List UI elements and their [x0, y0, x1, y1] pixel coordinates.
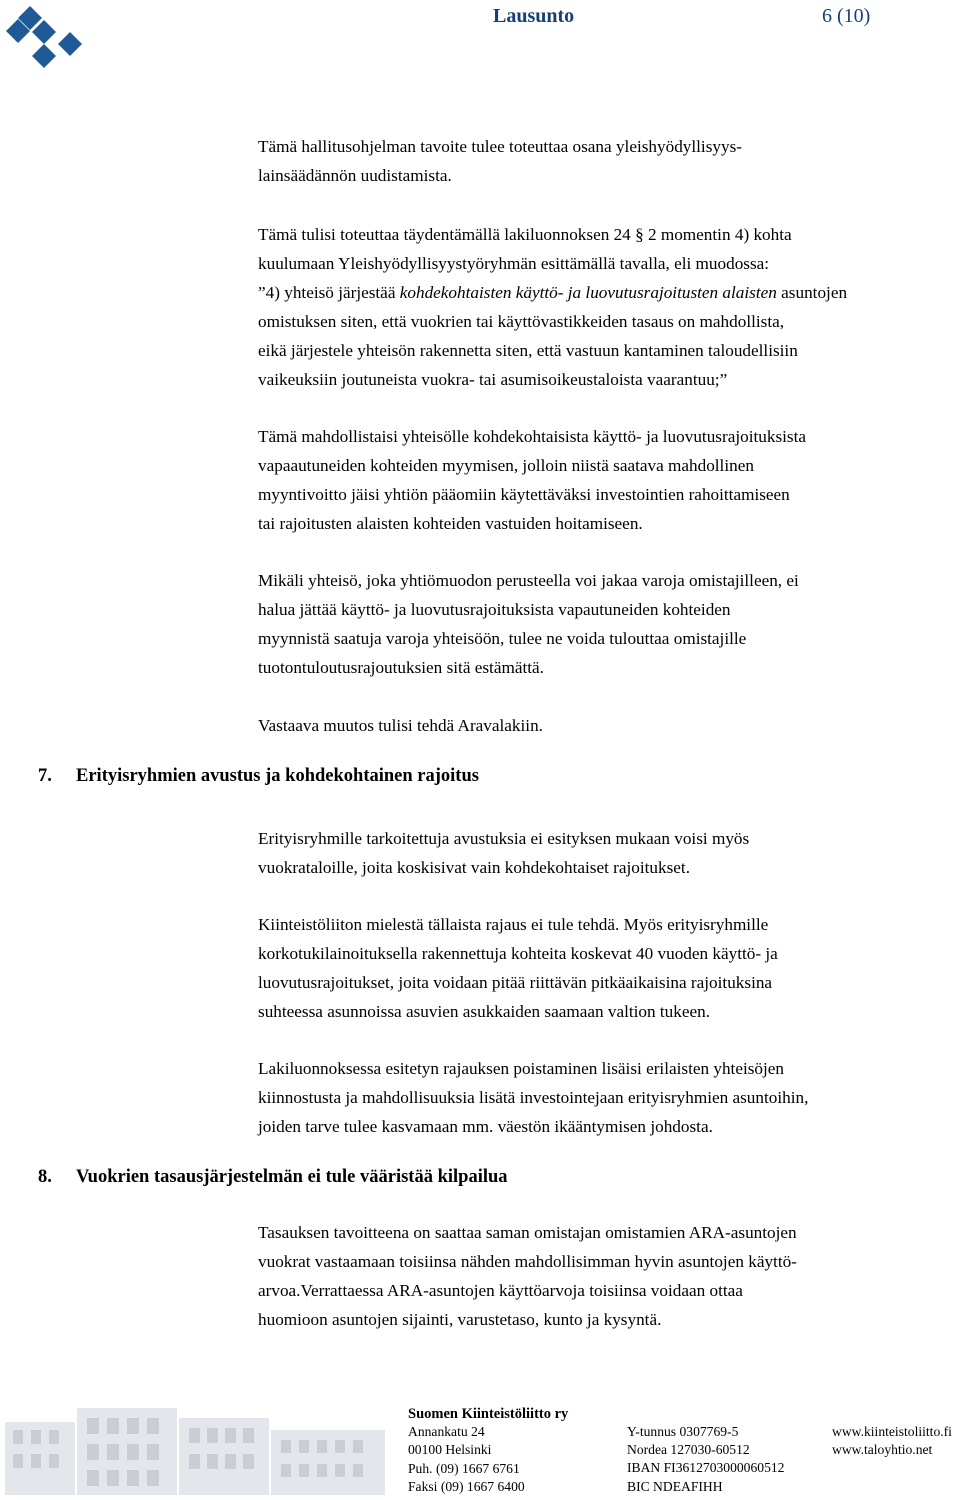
footer-address: Suomen Kiinteistöliitto ry Annankatu 24 00100 Helsinki Puh. (09) 1667 6761 Faksi (09) 1667 6400 [408, 1406, 569, 1494]
page-number: 6 (10) [822, 5, 871, 27]
footer-org-name: Suomen Kiinteistöliitto ry [408, 1406, 569, 1422]
paragraph-5: Vastaava muutos tulisi tehdä Aravalakiin. [258, 716, 543, 735]
paragraph-4: Mikäli yhteisö, joka yhtiömuodon perusteella voi jakaa varoja omistajilleen, ei halua jättää käyttö- ja luovutusrajoituksista vapautuneiden kohteiden myynnistä saatuja varoja yhteisöön, tulee ne voida tulouttaa omistajille tuotontuloutusrajoutuksien sitä estämättä. [258, 571, 799, 677]
section-heading-7: 7. Erityisryhmien avustus ja kohdekohtainen rajoitus [38, 766, 479, 786]
section-heading-8: 8. Vuokrien tasausjärjestelmän ei tule vääristää kilpailua [38, 1167, 508, 1187]
website-link[interactable]: www.kiinteistoliitto.fi [832, 1424, 952, 1439]
footer-bank-info: Y-tunnus 0307769-5 Nordea 127030-60512 IBAN FI3612703000060512 BIC NDEAFIHH [627, 1424, 785, 1494]
paragraph-6: Erityisryhmille tarkoitettuja avustuksia ei esityksen mukaan voisi myös vuokrataloille, joita koskisivat vain kohdekohtaiset rajoitukset. [258, 829, 750, 877]
document-type: Lausunto [493, 5, 575, 27]
paragraph-8: Lakiluonnoksessa esitetyn rajauksen poistaminen lisäisi erilaisten yhteisöjen kiinnostusta ja mahdollisuuksia lisätä investointejaan erityisryhmien asuntoihin, joiden tarve tulee kasvamaan mm. väestön ikääntymisen johdosta. [258, 1059, 809, 1136]
building-facade-image [5, 1400, 385, 1495]
paragraph-3: Tämä mahdollistaisi yhteisölle kohdekohtaisista käyttö- ja luovutusrajoituksista vapaautuneiden kohteiden myymisen, jolloin niistä saatava mahdollinen myyntivoitto jäisi yhtiön pääomiin käytettäväksi investointien rahoittamiseen tai rajoitusten alaisten kohteiden vastuiden hoitamiseen. [258, 427, 807, 533]
paragraph-2: Tämä tulisi toteuttaa täydentämällä lakiluonnoksen 24 § 2 momentin 4) kohta kuulumaan Yleishyödyllisyystyöryhmän esittämällä tavalla, eli muodossa: ”4) yhteisö järjestää kohdekohtaisten käyttö- ja luovutusrajoitusten alaisten asuntojen omistuksen siten, että vuokrien tai käyttövastikkeiden tasaus on mahdollista, eikä järjestele yhteisön rakennetta siten, että vastuun kantaminen taloudellisiin vaikeuksiin joutuneista vuokra- tai asumisoikeustaloista vaarantuu;” [258, 225, 848, 389]
kiinteistoliitto-logo [4, 4, 86, 70]
paragraph-1: Tämä hallitusohjelman tavoite tulee toteuttaa osana yleishyödyllisyys- lainsäädännön uudistamista. [258, 137, 742, 185]
website-link[interactable]: www.taloyhtio.net [832, 1442, 933, 1458]
footer-websites [832, 1423, 952, 1459]
paragraph-7: Kiinteistöliiton mielestä tällaista rajaus ei tule tehdä. Myös erityisryhmille korkotukilainoituksella rakennettuja kohteita koskevat 40 vuoden käyttö- ja luovutusrajoitukset, joita voidaan pitää riittävän pitkäaikaisina rajoituksina suhteessa asunnoissa asuvien asukkaiden saamaan valtion tukeen. [258, 915, 778, 1021]
paragraph-9: Tasauksen tavoitteena on saattaa saman omistajan omistamien ARA-asuntojen vuokrat vastaamaan toisiinsa nähden mahdollisimman hyvin asuntojen käyttö- arvoa.Verrattaessa ARA-asuntojen käyttöarvoja toisiinsa voidaan ottaa huomioon asuntojen sijainti, varustetaso, kunto ja kysyntä. [258, 1223, 797, 1329]
